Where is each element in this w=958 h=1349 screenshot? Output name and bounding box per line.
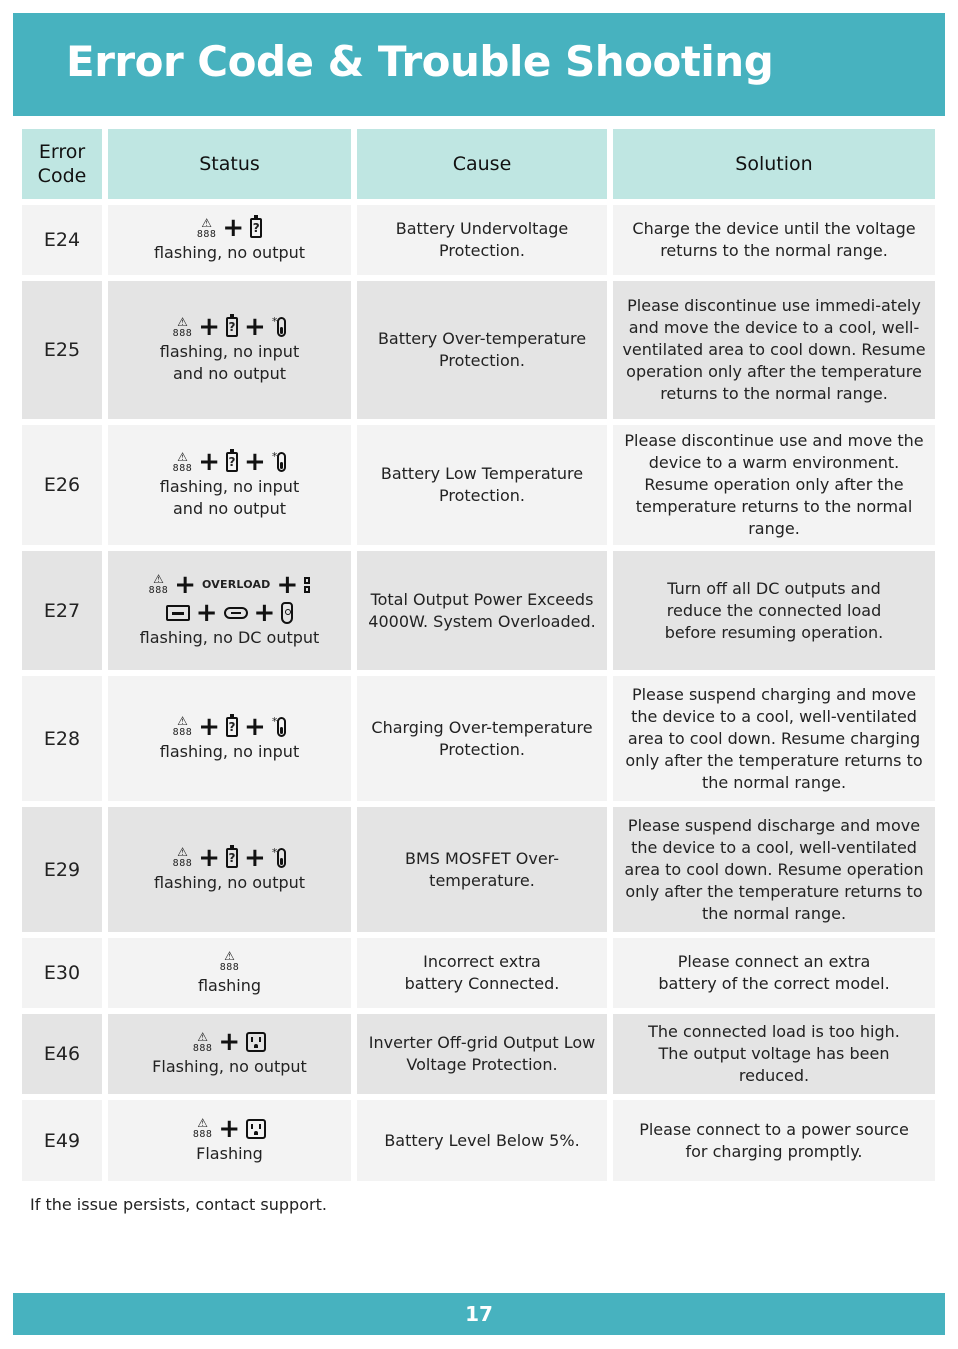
plus-icon: +: [276, 569, 299, 600]
thermometer-icon: *: [272, 317, 287, 337]
table-row-status: [108, 1100, 351, 1181]
plus-icon: +: [198, 447, 221, 477]
ac-outlet-icon: [246, 1119, 266, 1139]
plus-icon: +: [244, 312, 266, 342]
display-icon: ⚠ 888: [172, 714, 193, 738]
status-text: flashing, no output: [153, 872, 306, 892]
status-icons: [196, 213, 262, 243]
dc-port-icon: [304, 577, 310, 593]
thermometer-icon: *: [272, 717, 287, 737]
usb-c-icon: [224, 607, 248, 619]
status-text: Flashing, no output: [152, 1057, 307, 1076]
table-row-status: [108, 676, 351, 801]
plus-icon: +: [218, 1027, 241, 1057]
table-row-cause: Battery Over-temperature Protection.: [357, 281, 607, 419]
header-cause: Cause: [357, 129, 607, 199]
status-icons: [172, 312, 287, 342]
table-row-code: E28: [22, 676, 102, 801]
table-row-code: E24: [22, 205, 102, 275]
ac-outlet-icon: [246, 1032, 266, 1052]
car-port-icon: [281, 602, 293, 624]
table-row-solution: Please suspend charging and move the device to a cool, well-ventilated area to cool down. Resume charging only after the temperature returns to the normal range.: [613, 676, 935, 801]
table-row-solution: Please connect an extra battery of the correct model.: [613, 938, 935, 1008]
battery-warning-icon: ?: [226, 717, 238, 737]
status-icons: [192, 1113, 266, 1144]
status-text: flashing, no input: [159, 741, 300, 761]
table-row-status: [108, 551, 351, 670]
table-row-status: [108, 205, 351, 275]
display-icon: ⚠ 888: [172, 845, 193, 869]
table-row-cause: Charging Over-temperature Protection.: [357, 676, 607, 801]
table-row-cause: Total Output Power Exceeds 4000W. System Overloaded.: [357, 551, 607, 670]
thermometer-icon: *: [272, 452, 287, 472]
status-icons: [172, 447, 287, 477]
status-icons: [192, 1027, 266, 1057]
display-icon: ⚠ 888: [219, 948, 240, 973]
display-icon: ⚠ 888: [172, 449, 193, 474]
plus-icon: +: [244, 711, 266, 742]
table-row-solution: Please connect to a power source for charging promptly.: [613, 1100, 935, 1181]
plus-icon: +: [198, 312, 221, 342]
battery-warning-icon: ?: [226, 452, 238, 472]
status-text: flashing: [197, 975, 262, 995]
table-row-solution: The connected load is too high. The output voltage has been reduced.: [613, 1014, 935, 1094]
table-row-status: [108, 281, 351, 419]
status-icons: [166, 597, 294, 628]
table-row-code: E49: [22, 1100, 102, 1181]
battery-warning-icon: ?: [226, 848, 238, 868]
plus-icon: +: [174, 569, 197, 600]
status-text: flashing, no input and no output: [159, 342, 300, 383]
display-icon: ⚠ 888: [192, 1116, 213, 1140]
status-text: Flashing: [196, 1143, 263, 1163]
plus-icon: +: [244, 447, 266, 477]
support-note: If the issue persists, contact support.: [30, 1195, 327, 1214]
table-row-solution: Charge the device until the voltage returns to the normal range.: [613, 205, 935, 275]
table-row-solution: Please discontinue use immedi-ately and move the device to a cool, well-ventilated area to cool down. Resume operation only after the temperature returns to the normal range.: [613, 281, 935, 419]
display-icon: ⚠ 888: [196, 215, 217, 240]
status-text: flashing, no input and no output: [159, 477, 300, 518]
table-row-status: [108, 1014, 351, 1094]
table-row-status: [108, 938, 351, 1008]
page-header: [13, 13, 945, 116]
table-row-solution: Please suspend discharge and move the device to a cool, well-ventilated area to cool down. Resume operation only after the temperature returns to the normal range.: [613, 807, 935, 932]
display-icon: ⚠ 888: [172, 314, 193, 339]
table-row-code: E29: [22, 807, 102, 932]
table-row-cause: Incorrect extra battery Connected.: [357, 938, 607, 1008]
status-text: flashing, no DC output: [139, 627, 320, 647]
display-icon: ⚠ 888: [192, 1029, 213, 1054]
page-title: Error Code & Trouble Shooting: [66, 37, 774, 86]
usb-a-icon: [166, 605, 190, 621]
status-icons: [172, 842, 287, 873]
plus-icon: +: [222, 213, 245, 243]
table-row-cause: Battery Undervoltage Protection.: [357, 205, 607, 275]
header-error-code: Error Code: [22, 129, 102, 199]
table-row-cause: BMS MOSFET Over-temperature.: [357, 807, 607, 932]
plus-icon: +: [195, 597, 218, 628]
table-row-status: [108, 807, 351, 932]
plus-icon: +: [253, 597, 276, 628]
plus-icon: +: [198, 842, 221, 873]
plus-icon: +: [218, 1113, 241, 1144]
table-row-code: E25: [22, 281, 102, 419]
table-row-solution: Turn off all DC outputs and reduce the connected load before resuming operation.: [613, 551, 935, 670]
overload-indicator: OVERLOAD: [202, 577, 271, 591]
battery-warning-icon: ?: [250, 218, 262, 238]
status-text: flashing, no output: [153, 243, 306, 262]
status-icons: [220, 950, 240, 973]
display-icon: ⚠ 888: [148, 572, 169, 596]
table-row-cause: Battery Level Below 5%.: [357, 1100, 607, 1181]
status-icons: [172, 711, 287, 742]
table-row-status: [108, 425, 351, 545]
table-row-solution: Please discontinue use and move the device to a warm environment. Resume operation only after the temperature returns to the normal range.: [613, 425, 935, 545]
table-row-code: E27: [22, 551, 102, 670]
thermometer-icon: *: [272, 848, 287, 868]
plus-icon: +: [244, 842, 266, 873]
page-footer: [13, 1293, 945, 1335]
table-row-code: E46: [22, 1014, 102, 1094]
table-row-cause: Battery Low Temperature Protection.: [357, 425, 607, 545]
battery-warning-icon: ?: [226, 317, 238, 337]
header-status: Status: [108, 129, 351, 199]
page-number: 17: [465, 1302, 493, 1326]
table-row-cause: Inverter Off-grid Output Low Voltage Protection.: [357, 1014, 607, 1094]
table-row-code: E26: [22, 425, 102, 545]
status-icons: [148, 569, 311, 600]
table-row-code: E30: [22, 938, 102, 1008]
plus-icon: +: [198, 711, 221, 742]
header-solution: Solution: [613, 129, 935, 199]
